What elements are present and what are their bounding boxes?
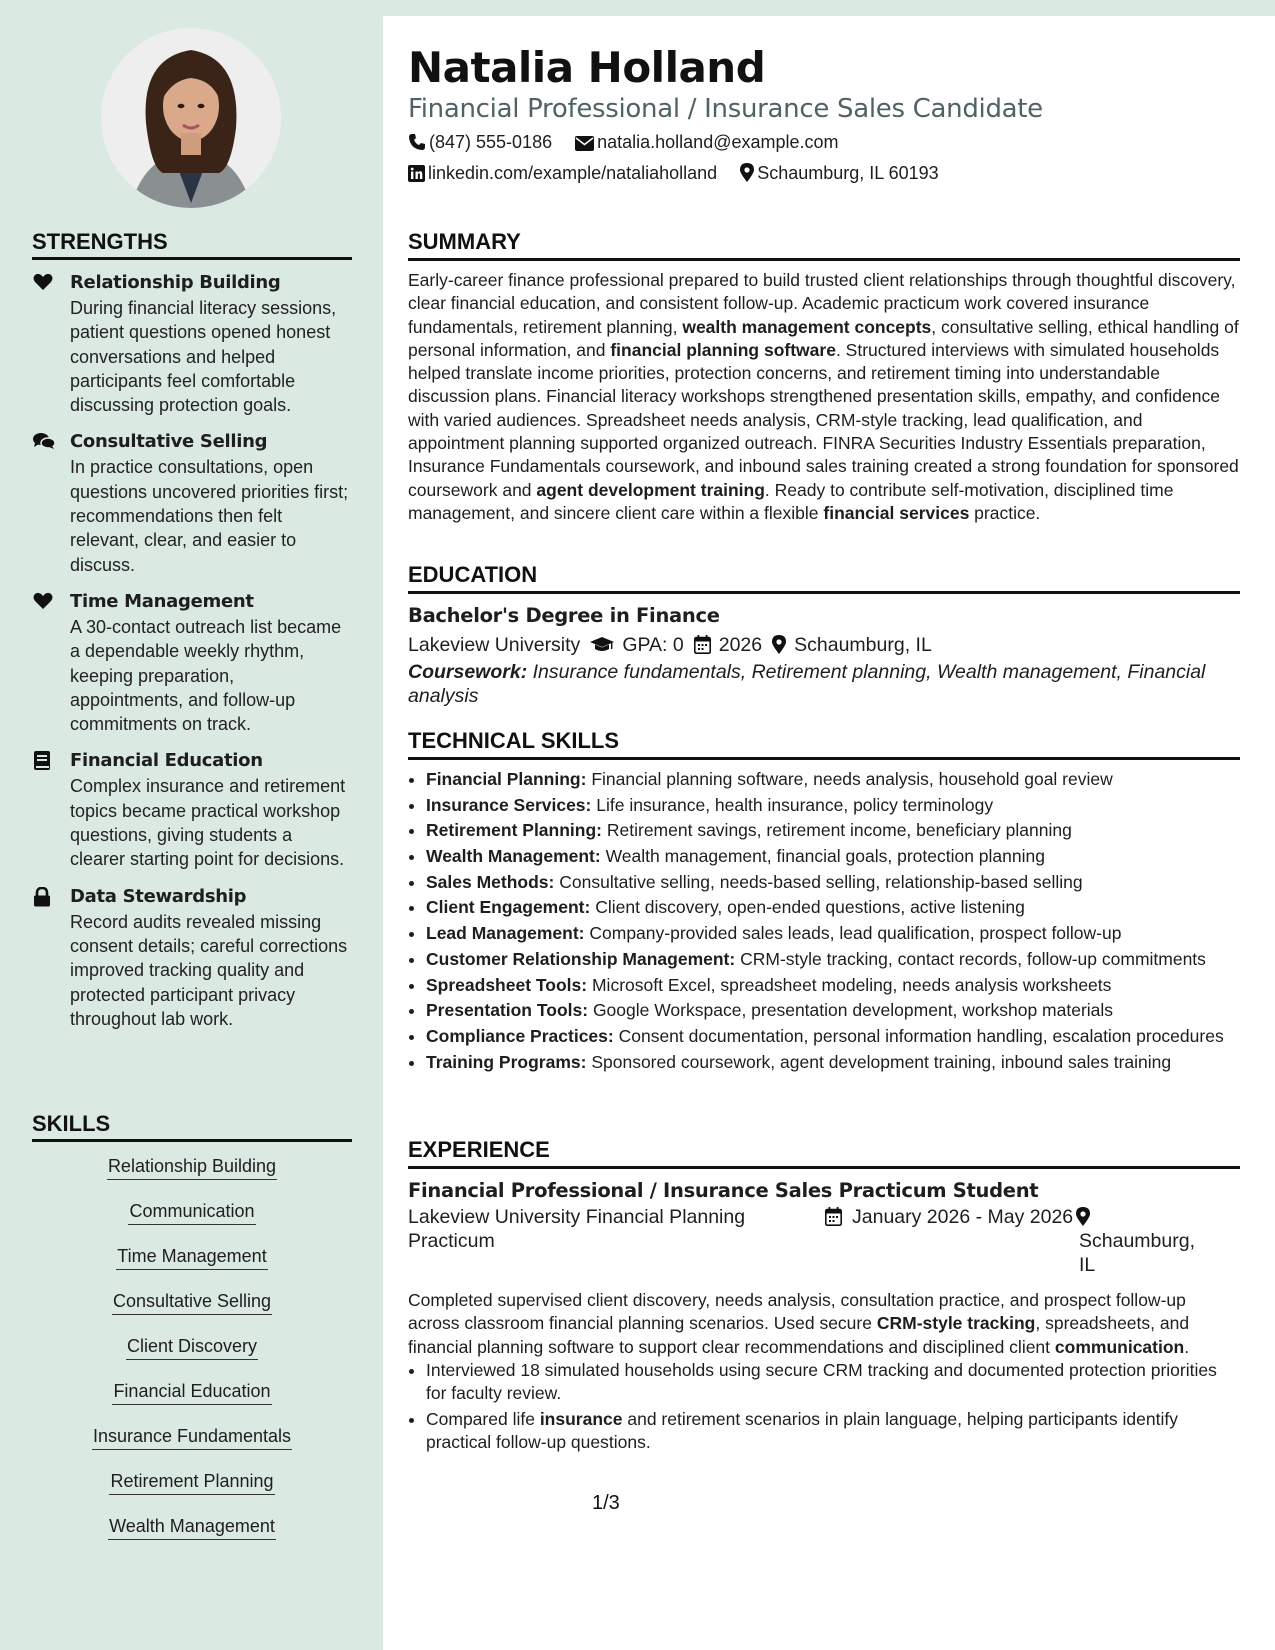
skill-label: Client Engagement: bbox=[426, 897, 591, 918]
strengths-heading: STRENGTHS bbox=[32, 229, 352, 260]
strength-text: During financial literacy sessions, patient questions opened honest conversations and helped participants feel comfortable discussing protection goals. bbox=[70, 298, 337, 416]
skill-value: Sponsored coursework, agent development training, inbound sales training bbox=[591, 1051, 1172, 1072]
body-text: . bbox=[1184, 1336, 1190, 1357]
strength-title: Financial Education bbox=[70, 750, 263, 772]
skill-label: Customer Relationship Management: bbox=[426, 948, 736, 969]
skill-value: Client discovery, open-ended questions, active listening bbox=[595, 897, 1025, 918]
job-description bbox=[408, 1289, 1240, 1359]
strength-title: Data Stewardship bbox=[70, 885, 247, 907]
contact-row bbox=[408, 158, 1240, 189]
skill-label: Insurance Services: bbox=[426, 794, 592, 815]
technical-skill-item bbox=[426, 871, 1240, 894]
chat-icon bbox=[33, 432, 55, 452]
body-text: Completed supervised client discovery, needs analysis, consultation practice, and prospect follow-up across classroom financial planning scenarios. Used secure bbox=[408, 1290, 1186, 1334]
main-content bbox=[383, 16, 1275, 1650]
job-location bbox=[1076, 1205, 1204, 1277]
emphasis-text: agent development training bbox=[536, 479, 765, 500]
technical-skill-item bbox=[426, 1025, 1240, 1048]
emphasis-text: wealth management concepts bbox=[682, 316, 932, 337]
skill-value: Company-provided sales leads, lead qualification, prospect follow-up bbox=[589, 923, 1122, 944]
body-text: and retirement scenarios in plain language, helping participants identify practical follow-up questions. bbox=[426, 1408, 1178, 1453]
job-dates-text: January 2026 - May 2026 bbox=[852, 1206, 1074, 1228]
strengths-section bbox=[32, 229, 352, 1043]
body-text: Interviewed 18 simulated households using secure CRM tracking and documented protection priorities for faculty review. bbox=[426, 1359, 1217, 1404]
location-text: Schaumburg, IL 60193 bbox=[757, 163, 939, 183]
job-title: Financial Professional / Insurance Sales Practicum Student bbox=[408, 1179, 1039, 1202]
skill-value: Google Workspace, presentation development, workshop materials bbox=[592, 1000, 1114, 1021]
skill-tag: Retirement Planning bbox=[109, 1469, 274, 1495]
summary-text bbox=[408, 269, 1240, 525]
sidebar bbox=[0, 0, 383, 1650]
strength-text: Complex insurance and retirement topics became practical workshop questions, giving students a clearer starting point for decisions. bbox=[70, 776, 346, 870]
candidate-role: Financial Professional / Insurance Sales Candidate bbox=[408, 94, 1043, 124]
skills-section bbox=[32, 1111, 352, 1553]
strength-text: A 30-contact outreach list became a dependable weekly rhythm, keeping preparation, appointments, and follow-up commitments on track. bbox=[70, 616, 342, 735]
skill-tag: Wealth Management bbox=[108, 1514, 276, 1540]
book-icon bbox=[33, 751, 55, 771]
body-text: , consultative selling, ethical handling of personal information, and bbox=[408, 316, 1239, 360]
skill-tag: Time Management bbox=[116, 1244, 267, 1270]
emphasis-text: CRM-style tracking bbox=[876, 1313, 1036, 1334]
skill-tag: Communication bbox=[128, 1199, 255, 1225]
technical-skills-heading: TECHNICAL SKILLS bbox=[408, 728, 1240, 760]
job-dates bbox=[825, 1205, 1073, 1229]
education-section bbox=[408, 562, 1240, 708]
page-number: 1/3 bbox=[592, 1492, 620, 1514]
job-bullet bbox=[426, 1408, 1240, 1455]
calendar-icon bbox=[825, 1207, 842, 1226]
strength-item bbox=[32, 429, 352, 576]
skills-heading: SKILLS bbox=[32, 1111, 352, 1142]
technical-skill-item bbox=[426, 999, 1240, 1022]
phone-icon bbox=[408, 133, 426, 151]
body-text: . Ready to contribute self-motivation, disciplined time management, and sincere client care within a flexible bbox=[408, 479, 1174, 523]
location-pin-icon bbox=[1076, 1207, 1090, 1226]
education-heading: EDUCATION bbox=[408, 562, 1240, 594]
job-meta bbox=[408, 1205, 1240, 1289]
skill-value: Wealth management, financial goals, protection planning bbox=[605, 846, 1045, 867]
skill-label: Financial Planning: bbox=[426, 769, 587, 789]
email-item[interactable] bbox=[575, 127, 838, 158]
contact-row bbox=[408, 127, 1240, 158]
coursework-text: Insurance fundamentals, Retirement planning, Wealth management, Financial analysis bbox=[408, 661, 1206, 707]
job-bullet bbox=[426, 1359, 1240, 1406]
technical-skill-item bbox=[426, 819, 1240, 842]
emphasis-text: financial planning software bbox=[610, 339, 836, 360]
linkedin-icon bbox=[408, 165, 425, 182]
skill-value: Consultative selling, needs-based selling, relationship-based selling bbox=[559, 871, 1083, 892]
skill-value: Consent documentation, personal information handling, escalation procedures bbox=[618, 1025, 1224, 1046]
strength-title: Relationship Building bbox=[70, 272, 281, 293]
skills-list bbox=[32, 1148, 352, 1553]
linkedin-text: linkedin.com/example/nataliaholland bbox=[428, 163, 718, 183]
experience-heading: EXPERIENCE bbox=[408, 1137, 1240, 1169]
strength-title: Consultative Selling bbox=[70, 431, 268, 453]
strength-text: Record audits revealed missing consent details; careful corrections improved tracking quality and protected participant privacy throughout lab work. bbox=[70, 911, 348, 1029]
skill-label: Presentation Tools: bbox=[426, 1000, 589, 1021]
job-org: Lakeview University Financial Planning Practicum bbox=[408, 1206, 746, 1252]
degree-title: Bachelor's Degree in Finance bbox=[408, 604, 720, 627]
skill-tag: Client Discovery bbox=[126, 1334, 258, 1360]
summary-heading: SUMMARY bbox=[408, 229, 1240, 261]
linkedin-item[interactable] bbox=[408, 158, 717, 189]
skill-tag: Consultative Selling bbox=[112, 1289, 272, 1315]
skill-label: Lead Management: bbox=[426, 923, 585, 944]
technical-skill-item bbox=[426, 768, 1240, 791]
body-text: Compared life bbox=[426, 1408, 540, 1429]
candidate-name: Natalia Holland bbox=[408, 43, 766, 92]
technical-skill-item bbox=[426, 896, 1240, 919]
skill-tag: Relationship Building bbox=[107, 1154, 277, 1180]
graduation-cap-icon bbox=[590, 636, 614, 654]
strength-item bbox=[32, 884, 352, 1031]
technical-skill-item bbox=[426, 845, 1240, 868]
body-text: practice. bbox=[969, 502, 1041, 523]
skill-value: CRM-style tracking, contact records, follow-up commitments bbox=[740, 948, 1206, 969]
technical-skills-section bbox=[408, 728, 1240, 1076]
emphasis-text: communication bbox=[1054, 1336, 1185, 1357]
body-text: Early-career finance professional prepared to build trusted client relationships through thoughtful discovery, clear financial education, and consistent follow-up. Academic practicum work covered insurance fundamentals, retirement planning, bbox=[408, 270, 1236, 337]
skill-label: Training Programs: bbox=[426, 1051, 587, 1072]
coursework bbox=[408, 660, 1240, 708]
heart-icon bbox=[33, 273, 55, 293]
phone-text: (847) 555-0186 bbox=[429, 132, 553, 152]
location-pin-icon bbox=[740, 163, 754, 182]
emphasis-text: insurance bbox=[539, 1408, 623, 1429]
lock-icon bbox=[33, 887, 55, 907]
school-location: Schaumburg, IL bbox=[794, 634, 932, 656]
skill-label: Sales Methods: bbox=[426, 871, 555, 892]
header bbox=[408, 43, 1240, 189]
calendar-icon bbox=[694, 635, 711, 654]
strength-title: Time Management bbox=[70, 590, 254, 612]
technical-skill-item bbox=[426, 1051, 1240, 1074]
job-bullets bbox=[408, 1359, 1240, 1455]
experience-section bbox=[408, 1137, 1240, 1457]
email-text: natalia.holland@example.com bbox=[597, 132, 839, 152]
body-text: , spreadsheets, and financial planning software to support clear recommendations and disciplined client bbox=[408, 1313, 1190, 1357]
location-pin-icon bbox=[772, 635, 786, 654]
skill-tag: Insurance Fundamentals bbox=[92, 1424, 292, 1450]
skill-value: Microsoft Excel, spreadsheet modeling, needs analysis worksheets bbox=[591, 974, 1112, 995]
technical-skill-item bbox=[426, 974, 1240, 997]
skill-value: Financial planning software, needs analysis, household goal review bbox=[591, 769, 1113, 789]
graduation-year: 2026 bbox=[718, 634, 763, 656]
skill-label: Spreadsheet Tools: bbox=[426, 974, 588, 995]
coursework-label: Coursework: bbox=[408, 661, 528, 683]
strength-item bbox=[32, 589, 352, 736]
skill-label: Compliance Practices: bbox=[426, 1025, 614, 1046]
profile-photo bbox=[101, 28, 281, 208]
heart-icon bbox=[33, 592, 55, 612]
location-item bbox=[740, 158, 938, 189]
summary-section bbox=[408, 229, 1240, 525]
skill-label: Retirement Planning: bbox=[426, 820, 602, 841]
strength-text: In practice consultations, open questions uncovered priorities first; recommendations then felt relevant, clear, and easier to discuss. bbox=[70, 457, 349, 575]
education-meta bbox=[408, 630, 1240, 660]
phone-item bbox=[408, 127, 552, 158]
skill-label: Wealth Management: bbox=[426, 846, 601, 867]
technical-skills-list bbox=[408, 768, 1240, 1074]
school-name: Lakeview University bbox=[408, 634, 581, 656]
strength-item bbox=[32, 748, 352, 871]
gpa-text: GPA: 0 bbox=[622, 634, 684, 656]
body-text: . Structured interviews with simulated households helped translate income priorities, protection concerns, and retirement timing into understandable discussion plans. Financial literacy workshops strengthened presentation skills, empathy, and confidence with varied audiences. Spreadsheet needs analysis, CRM-style tracking, lead qualification, and appointment planning supported organized outreach. FINRA Securities Industry Essentials preparation, Insurance Fundamentals coursework, and inbound sales training created a strong foundation for sponsored coursework and bbox=[408, 339, 1239, 500]
job-location-text: Schaumburg, IL bbox=[1079, 1230, 1195, 1276]
technical-skill-item bbox=[426, 948, 1240, 971]
skill-value: Life insurance, health insurance, policy terminology bbox=[596, 794, 994, 815]
skill-value: Retirement savings, retirement income, beneficiary planning bbox=[606, 820, 1072, 841]
envelope-icon bbox=[575, 136, 594, 151]
skill-tag: Financial Education bbox=[112, 1379, 271, 1405]
technical-skill-item bbox=[426, 794, 1240, 817]
strength-item bbox=[32, 270, 352, 417]
emphasis-text: financial services bbox=[823, 502, 970, 523]
technical-skill-item bbox=[426, 922, 1240, 945]
